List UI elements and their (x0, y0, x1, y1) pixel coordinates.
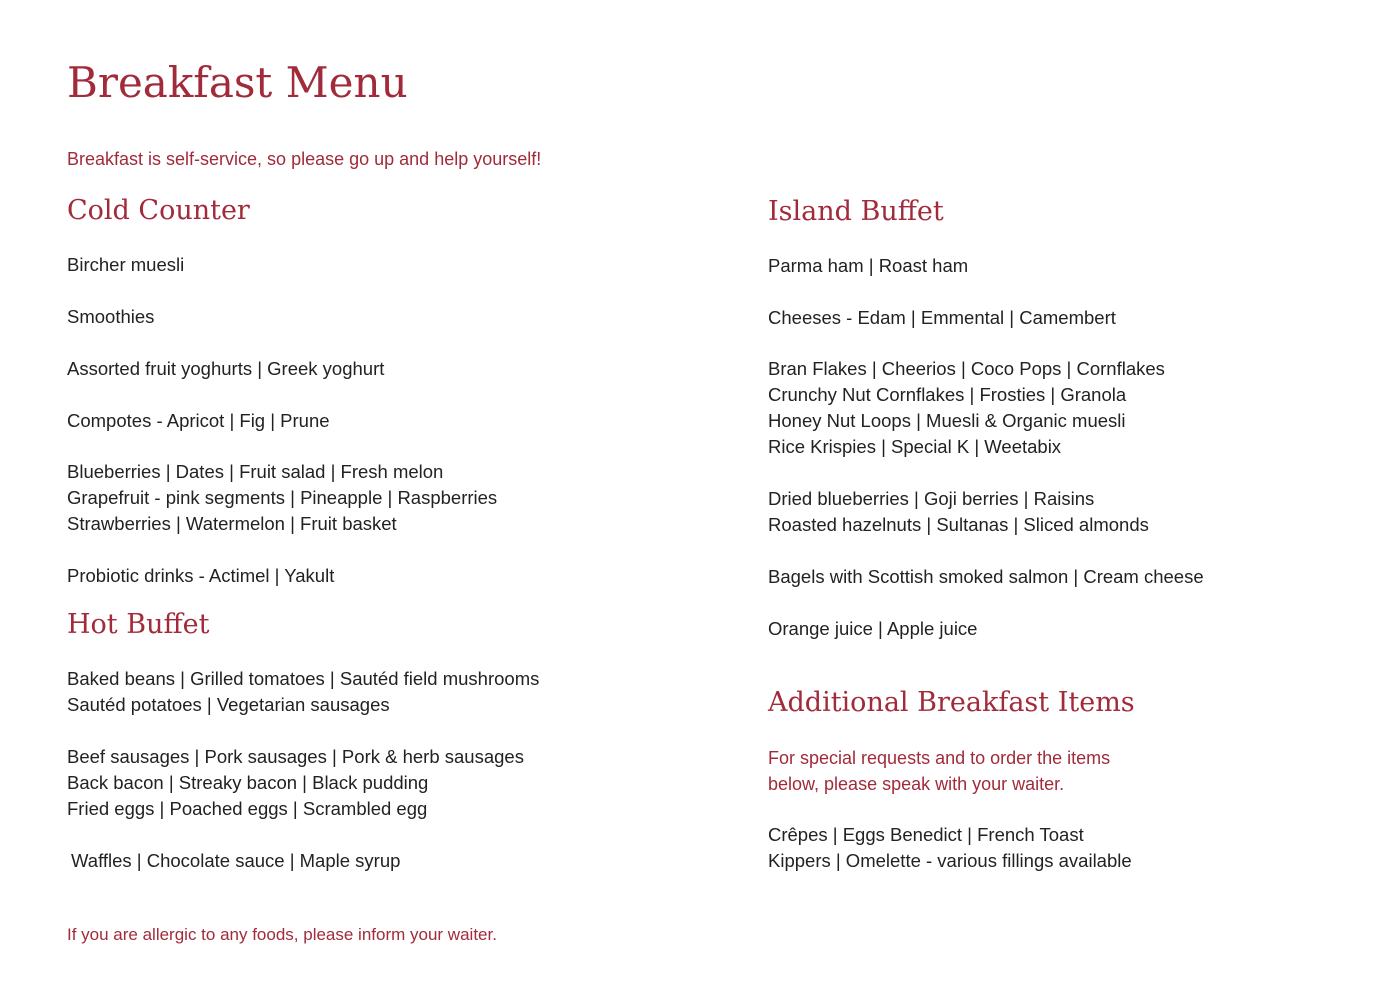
menu-item-line: Fried eggs | Poached eggs | Scrambled egg (67, 798, 428, 819)
menu-group (768, 616, 977, 642)
menu-item-line: Crunchy Nut Cornflakes | Frosties | Granola (768, 384, 1127, 405)
allergy-note: If you are allergic to any foods, please inform your waiter. (67, 925, 497, 944)
menu-item-line: Kippers | Omelette - various fillings available (768, 850, 1132, 871)
menu-item-line: Smoothies (67, 306, 155, 327)
menu-item-line: Sautéd potatoes | Vegetarian sausages (67, 694, 390, 715)
menu-group (67, 304, 154, 330)
menu-item-line: Parma ham | Roast ham (768, 255, 969, 276)
menu-group (768, 564, 1204, 590)
island-buffet-heading: Island Buffet (768, 196, 944, 227)
menu-item-line: Rice Krispies | Special K | Weetabix (768, 436, 1062, 457)
menu-item-line: Blueberries | Dates | Fruit salad | Fresh melon (67, 461, 444, 482)
menu-item-line: Beef sausages | Pork sausages | Pork & herb sausages (67, 746, 524, 767)
intro-text: Breakfast is self-service, so please go up and help yourself! (67, 149, 542, 169)
page-title: Breakfast Menu (67, 58, 408, 107)
menu-item-line: Crêpes | Eggs Benedict | French Toast (768, 824, 1084, 845)
menu-item-line: Dried blueberries | Goji berries | Raisins (768, 488, 1095, 509)
note-line: below, please speak with your waiter. (768, 774, 1065, 794)
menu-group (67, 356, 384, 382)
menu-item-line: Strawberries | Watermelon | Fruit basket (67, 513, 397, 534)
menu-item-line: Bran Flakes | Cheerios | Coco Pops | Cornflakes (768, 358, 1165, 379)
menu-item-line: Honey Nut Loops | Muesli & Organic muesli (768, 410, 1126, 431)
menu-group (67, 563, 334, 589)
menu-item-line: Compotes - Apricot | Fig | Prune (67, 410, 330, 431)
menu-item-line: Assorted fruit yoghurts | Greek yoghurt (67, 358, 385, 379)
menu-group (67, 744, 524, 822)
menu-group (768, 486, 1149, 538)
menu-group (67, 408, 330, 434)
menu-group (768, 356, 1165, 460)
menu-group (67, 252, 184, 278)
menu-item-line: Waffles | Chocolate sauce | Maple syrup (71, 850, 401, 871)
menu-group (768, 822, 1132, 874)
menu-group (768, 253, 968, 279)
special-requests-note (768, 745, 1110, 797)
menu-item-line: Grapefruit - pink segments | Pineapple | Raspberries (67, 487, 498, 508)
hot-buffet-heading: Hot Buffet (67, 609, 210, 640)
cold-counter-heading: Cold Counter (67, 195, 250, 226)
menu-group (67, 459, 497, 537)
menu-item-line: Bagels with Scottish smoked salmon | Cream cheese (768, 566, 1204, 587)
additional-items-heading: Additional Breakfast Items (768, 687, 1135, 718)
menu-item-line: Bircher muesli (67, 254, 185, 275)
menu-item-line: Back bacon | Streaky bacon | Black pudding (67, 772, 429, 793)
menu-group (67, 666, 539, 718)
menu-group (67, 848, 400, 874)
note-line: For special requests and to order the items (768, 748, 1111, 768)
menu-item-line: Orange juice | Apple juice (768, 618, 978, 639)
menu-item-line: Probiotic drinks - Actimel | Yakult (67, 565, 335, 586)
menu-item-line: Roasted hazelnuts | Sultanas | Sliced almonds (768, 514, 1149, 535)
menu-item-line: Baked beans | Grilled tomatoes | Sautéd field mushrooms (67, 668, 540, 689)
menu-item-line: Cheeses - Edam | Emmental | Camembert (768, 307, 1116, 328)
menu-group (768, 305, 1116, 331)
